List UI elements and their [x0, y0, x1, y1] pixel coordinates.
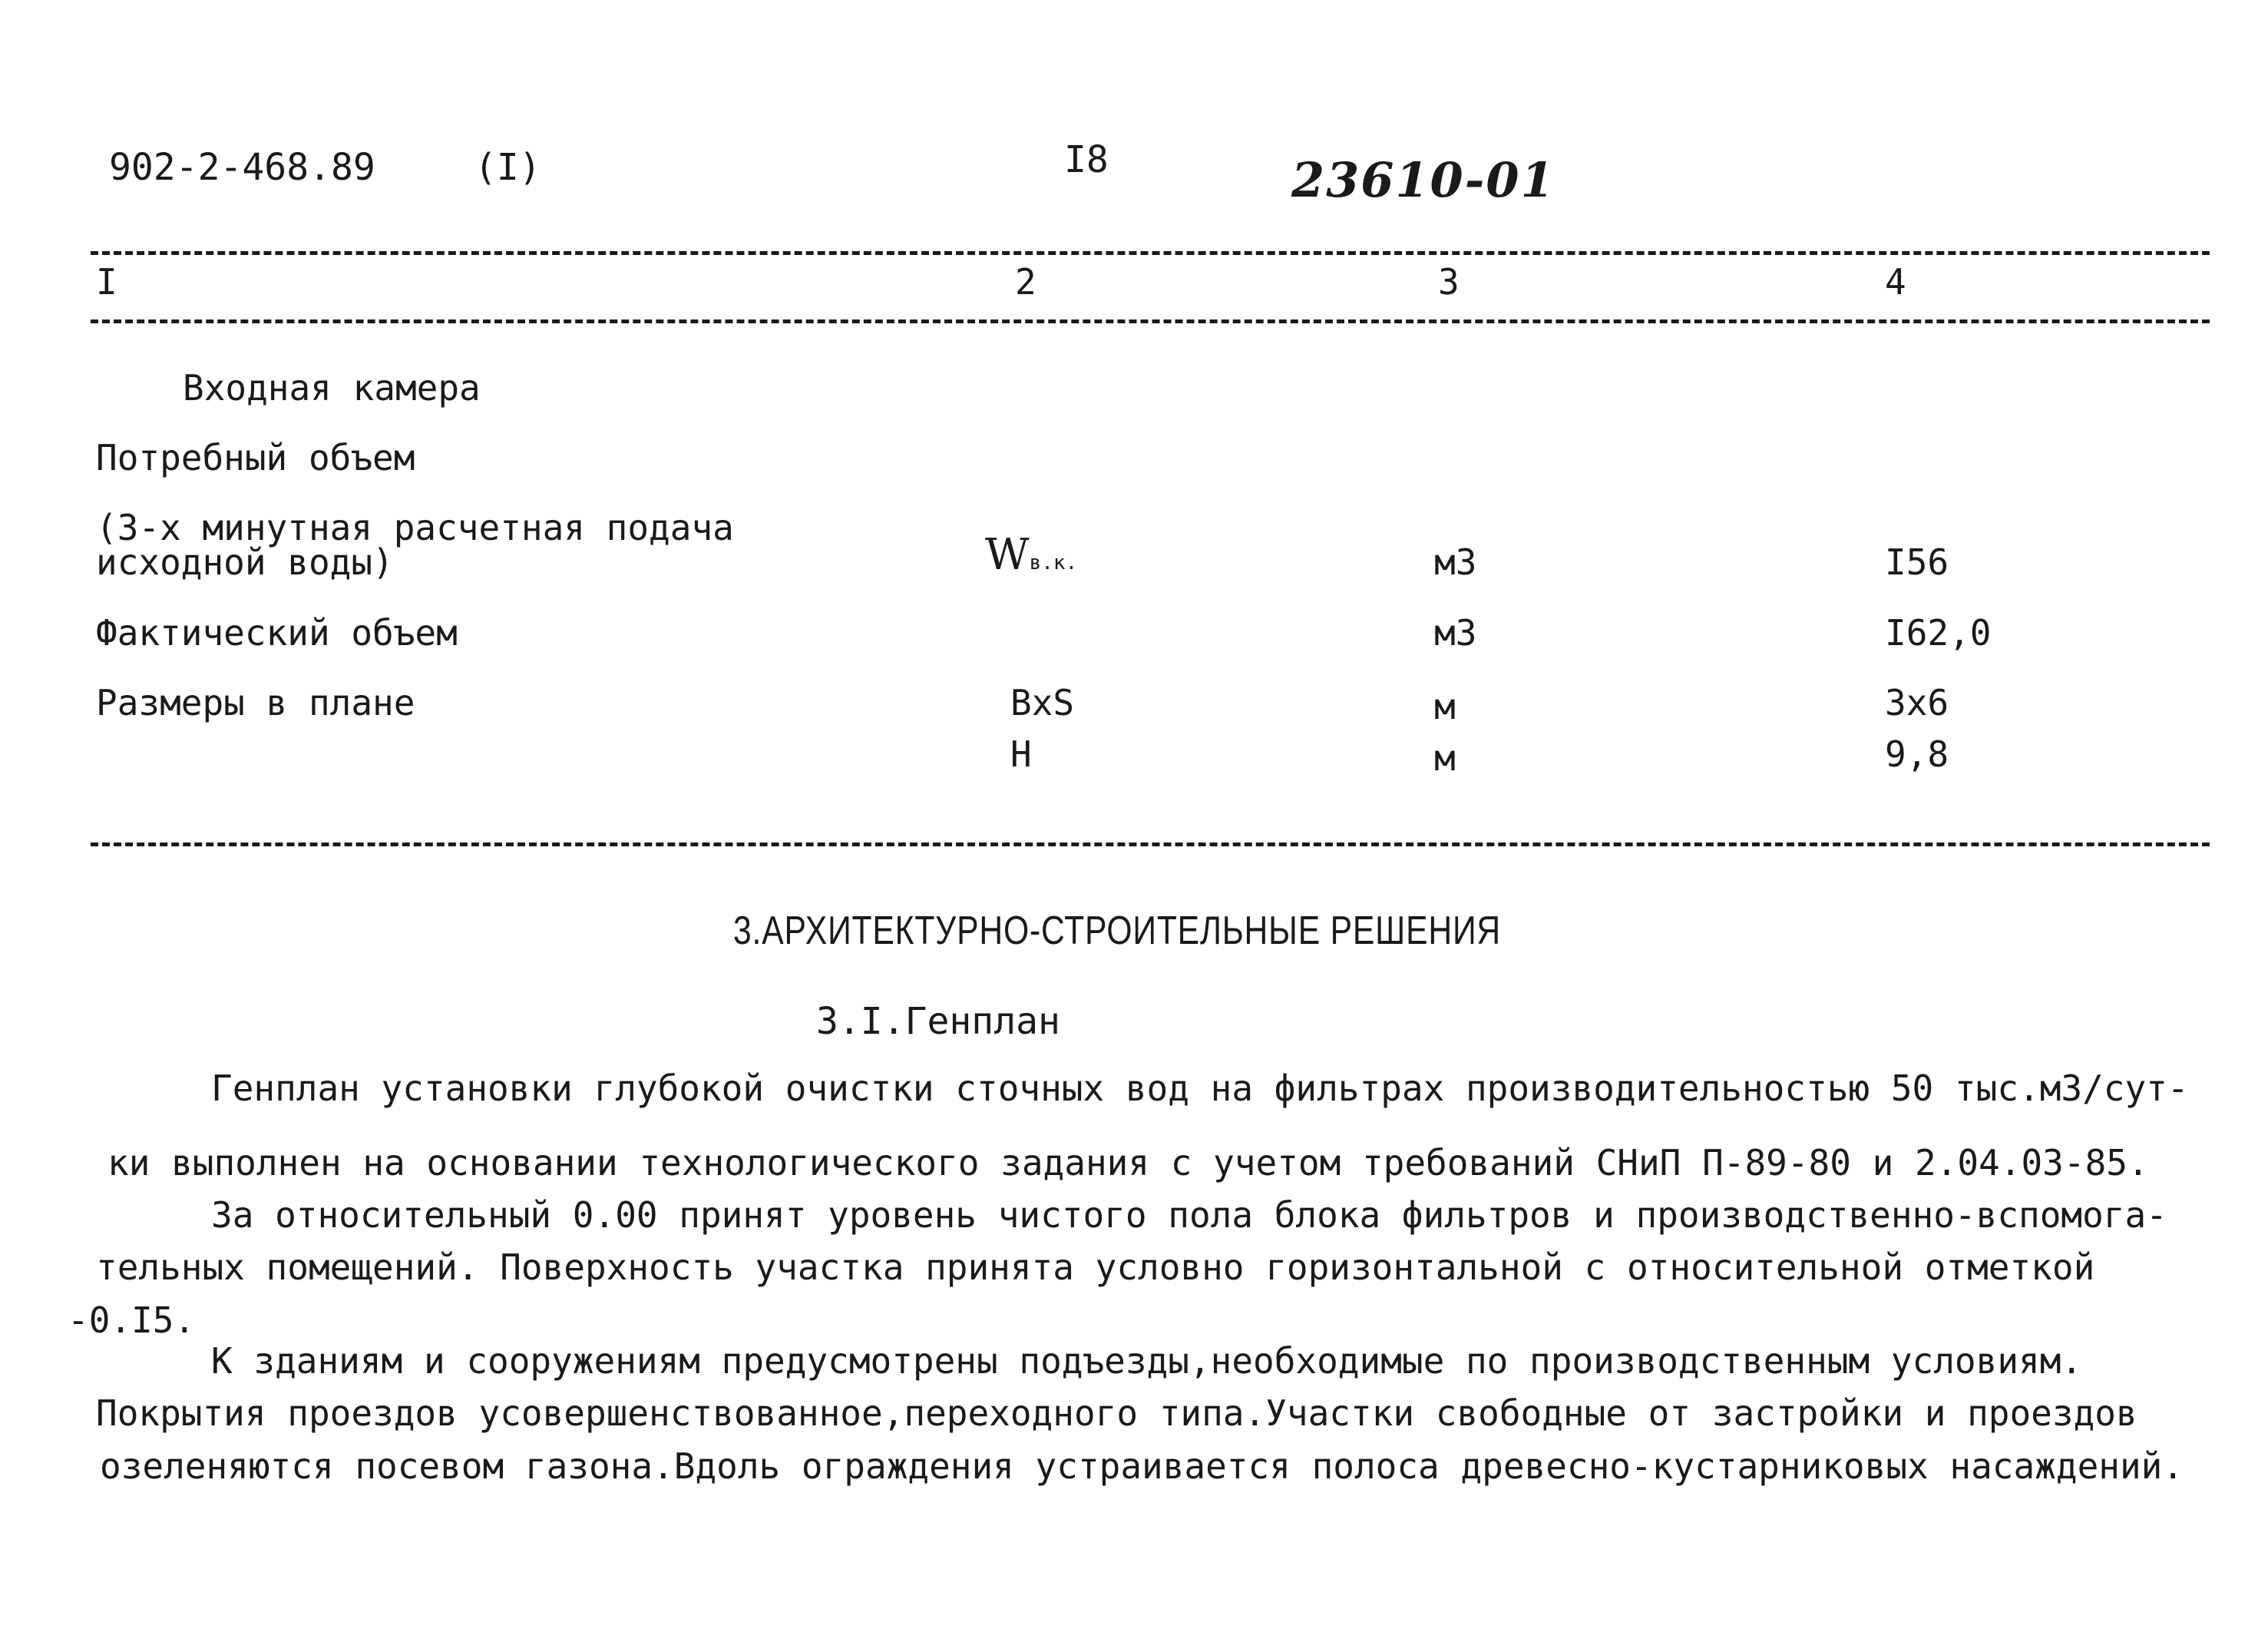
paragraph-line-4: тельных помещений. Поверхность участка принята условно горизонтальной с относительной отметкой [96, 1246, 2095, 1288]
param-supply-line1: (3-х минутная расчетная подача [96, 507, 734, 548]
inventory-stamp: 23610-01 [1291, 152, 1556, 208]
value-actual-volume: I62,0 [1885, 612, 1992, 654]
column-header-1: I [96, 261, 117, 303]
paragraph-line-5: -0.I5. [68, 1299, 196, 1341]
paragraph-line-8: озеленяются посевом газона.Вдоль ограждения устраивается полоса древесно-кустарниковых насаждений. [100, 1445, 2184, 1487]
paragraph-line-7: Покрытия проездов усовершенствованное,переходного типа.Участки свободные от застройки и проездов [96, 1392, 2137, 1434]
unit-actual-volume: м3 [1434, 612, 1477, 654]
unit-plan-dimensions: м [1434, 686, 1456, 727]
value-height: 9,8 [1885, 733, 1949, 775]
unit-height: м [1434, 737, 1456, 779]
column-header-2: 2 [1015, 261, 1036, 303]
column-header-4: 4 [1885, 261, 1906, 303]
paragraph-line-1: Генплан установки глубокой очистки сточных вод на фильтрах производительностью 50 тыс.м3/сут- [211, 1068, 2189, 1109]
symbol-height: H [1010, 733, 1032, 775]
table-section-title: Входная камера [183, 367, 481, 409]
paragraph-line-6: К зданиям и сооружениям предусмотрены подъезды,необходимые по производственным условиям. [211, 1340, 2083, 1382]
document-part: (I) [474, 146, 541, 189]
paragraph-line-3: За относительный 0.00 принят уровень чистого пола блока фильтров и производственно-вспомога- [211, 1194, 2167, 1236]
paragraph-line-2: ки выполнен на основании технологического задания с учетом требований СНиП П-89-80 и 2.04.03-85. [107, 1142, 2149, 1183]
page-number: I8 [1064, 138, 1109, 181]
column-header-3: 3 [1438, 261, 1460, 303]
symbol-inlet-chamber-volume [985, 530, 1077, 580]
param-plan-dimensions: Размеры в плане [96, 682, 415, 723]
symbol-plan-dimensions: BxS [1010, 682, 1075, 723]
param-required-volume: Потребный объем [96, 437, 415, 478]
table-bottom-rule [91, 842, 2210, 846]
param-actual-volume: Фактический объем [96, 612, 458, 654]
table-top-rule [91, 251, 2210, 255]
unit-supply: м3 [1434, 541, 1477, 583]
document-code: 902-2-468.89 [109, 146, 375, 189]
value-supply: I56 [1885, 541, 1949, 583]
symbol-main: W [985, 530, 1030, 580]
table-header-rule [91, 319, 2210, 323]
section-heading: 3.АРХИТЕКТУРНО-СТРОИТЕЛЬНЫЕ РЕШЕНИЯ [733, 909, 1502, 953]
param-supply-line2: исходной воды) [96, 541, 394, 583]
subsection-heading: 3.I.Генплан [816, 1000, 1060, 1043]
value-plan-dimensions: 3x6 [1885, 682, 1949, 723]
symbol-subscript: в.к. [1029, 551, 1078, 574]
